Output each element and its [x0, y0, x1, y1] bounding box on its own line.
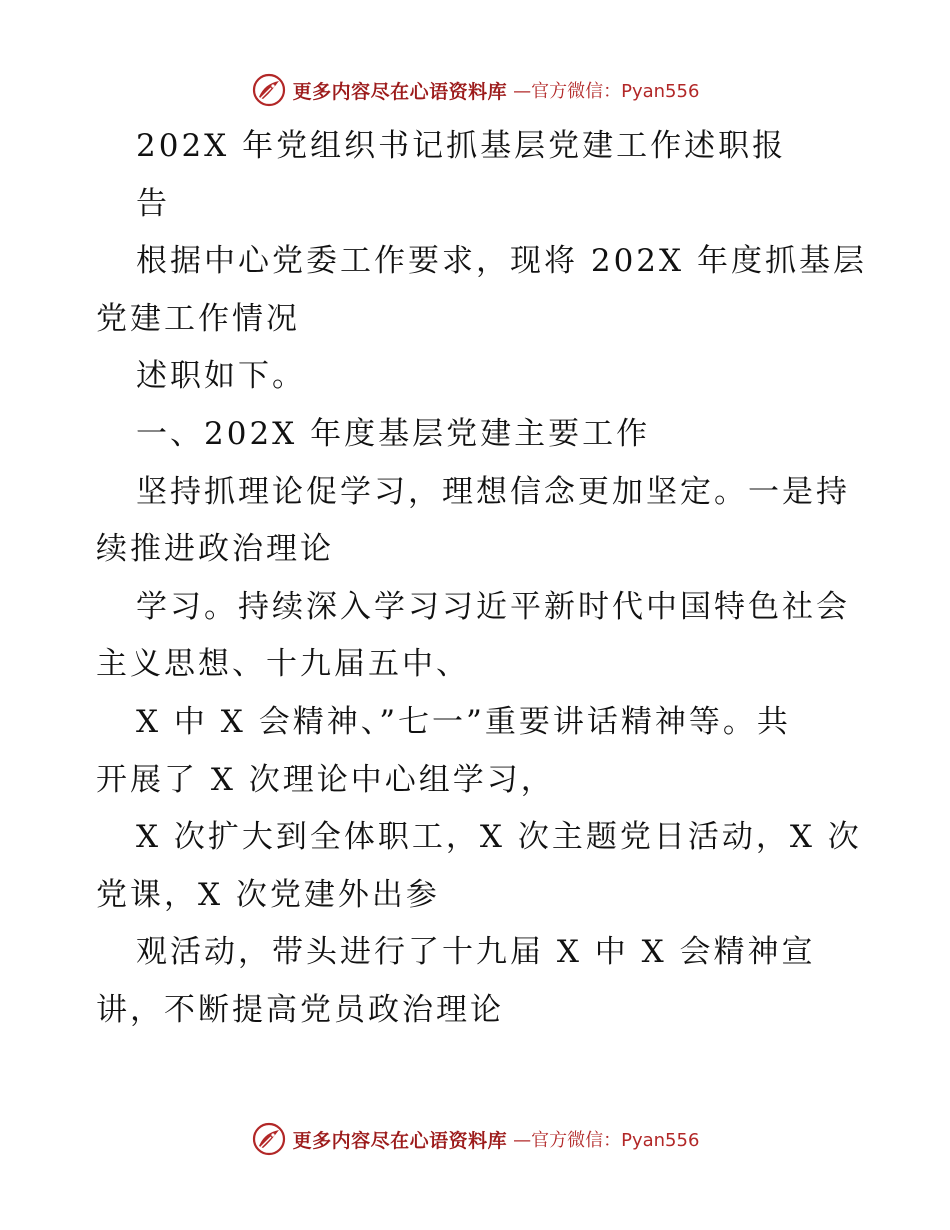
banner-contact-text: —官方微信：Pyan556 — [513, 81, 700, 102]
banner-contact-text: —官方微信：Pyan556 — [513, 1130, 700, 1151]
document-line: 告 — [136, 185, 170, 222]
document-line: 观活动，带头进行了十九届 X 中 X 会精神宣 — [136, 934, 816, 971]
banner-main-text: 更多内容尽在心语资料库 — [292, 1129, 508, 1152]
document-line: 述职如下。 — [136, 358, 306, 395]
document-line: 讲，不断提高党员政治理论 — [96, 991, 504, 1028]
banner-main-text: 更多内容尽在心语资料库 — [292, 80, 508, 103]
document-line: 党课，X 次党建外出参 — [96, 876, 440, 913]
pen-nib-logo-icon — [251, 1121, 287, 1157]
document-line: 202X 年党组织书记抓基层党建工作述职报 — [136, 128, 787, 164]
document-line: 学习。持续深入学习习近平新时代中国特色社会 — [136, 588, 850, 625]
document-line: 主义思想、十九届五中、 — [96, 646, 470, 683]
document-line: 一、202X 年度基层党建主要工作 — [136, 415, 651, 452]
document-line: 续推进政治理论 — [96, 531, 334, 568]
header-watermark-banner — [0, 68, 950, 112]
document-line: X 次扩大到全体职工，X 次主题党日活动，X 次 — [136, 819, 862, 856]
document-line: 坚持抓理论促学习，理想信念更加坚定。一是持 — [136, 473, 850, 510]
document-line: 开展了 X 次理论中心组学习， — [96, 761, 555, 798]
document-line: 党建工作情况 — [96, 300, 300, 337]
document-line: 根据中心党委工作要求，现将 202X 年度抓基层 — [136, 243, 867, 280]
document-body — [96, 118, 866, 1040]
footer-watermark-banner — [0, 1117, 950, 1161]
pen-nib-logo-icon — [251, 72, 287, 108]
document-line: X 中 X 会精神、”七一”重要讲话精神等。共 — [136, 703, 791, 740]
